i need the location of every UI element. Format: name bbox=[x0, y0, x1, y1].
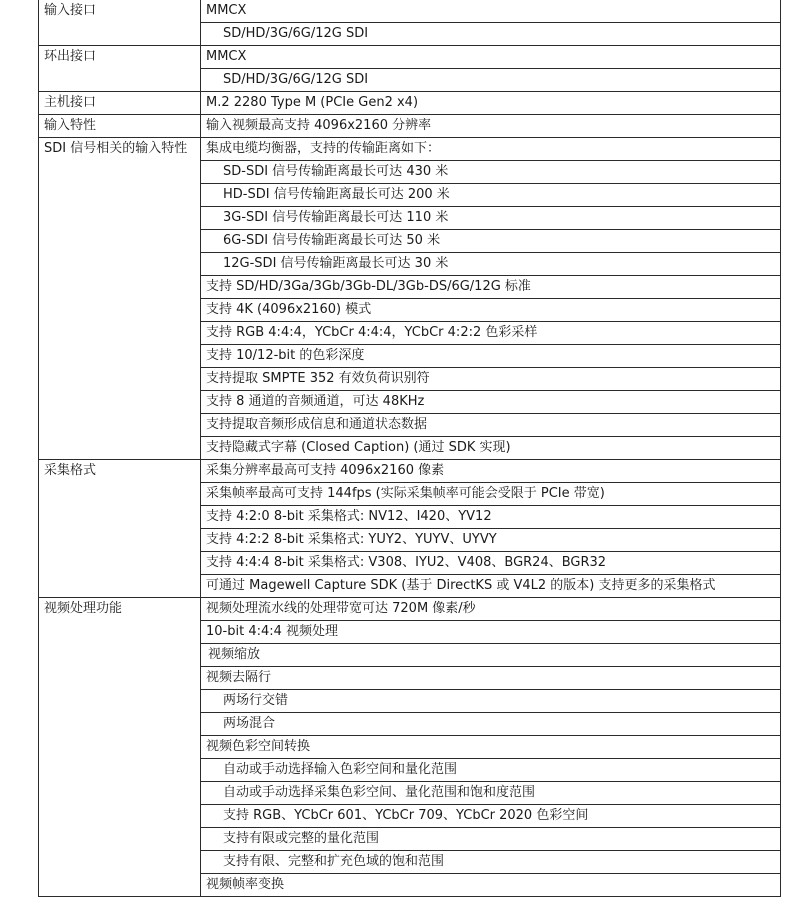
spec-value: 视频色彩空间转换 bbox=[201, 736, 781, 759]
spec-row bbox=[39, 460, 781, 483]
spec-value: 采集分辨率最高可支持 4096x2160 像素 bbox=[201, 460, 781, 483]
spec-value: 10-bit 4:4:4 视频处理 bbox=[201, 621, 781, 644]
spec-value: SD-SDI 信号传输距离最长可达 430 米 bbox=[201, 161, 781, 184]
spec-table-body bbox=[39, 0, 781, 897]
spec-value: 支持 8 通道的音频通道，可达 48KHz bbox=[201, 391, 781, 414]
spec-label: 主机接口 bbox=[39, 92, 201, 115]
spec-value: MMCX bbox=[201, 0, 781, 23]
spec-label: SDI 信号相关的输入特性 bbox=[39, 138, 201, 460]
spec-value: 支持 10/12-bit 的色彩深度 bbox=[201, 345, 781, 368]
spec-value: 支持 RGB 4:4:4，YCbCr 4:4:4，YCbCr 4:2:2 色彩采样 bbox=[201, 322, 781, 345]
spec-row bbox=[39, 92, 781, 115]
spec-value: 支持 4:4:4 8-bit 采集格式: V308、IYU2、V408、BGR24、BGR32 bbox=[201, 552, 781, 575]
spec-value: HD-SDI 信号传输距离最长可达 200 米 bbox=[201, 184, 781, 207]
spec-value: 支持提取音频形成信息和通道状态数据 bbox=[201, 414, 781, 437]
spec-row bbox=[39, 46, 781, 69]
spec-label: 视频处理功能 bbox=[39, 598, 201, 897]
spec-value: 自动或手动选择输入色彩空间和量化范围 bbox=[201, 759, 781, 782]
spec-value: 支持 RGB、YCbCr 601、YCbCr 709、YCbCr 2020 色彩空间 bbox=[201, 805, 781, 828]
spec-value: 6G-SDI 信号传输距离最长可达 50 米 bbox=[201, 230, 781, 253]
spec-label: 输入特性 bbox=[39, 115, 201, 138]
spec-value: M.2 2280 Type M (PCIe Gen2 x4) bbox=[201, 92, 781, 115]
spec-value: MMCX bbox=[201, 46, 781, 69]
spec-row bbox=[39, 0, 781, 23]
spec-table bbox=[38, 0, 781, 897]
spec-row bbox=[39, 598, 781, 621]
spec-label: 环出接口 bbox=[39, 46, 201, 92]
spec-value: SD/HD/3G/6G/12G SDI bbox=[201, 23, 781, 46]
spec-value: 支持有限或完整的量化范围 bbox=[201, 828, 781, 851]
spec-label: 输入接口 bbox=[39, 0, 201, 46]
spec-value: 视频处理流水线的处理带宽可达 720M 像素/秒 bbox=[201, 598, 781, 621]
spec-value: 支持 4:2:0 8-bit 采集格式: NV12、I420、YV12 bbox=[201, 506, 781, 529]
spec-value: 两场混合 bbox=[201, 713, 781, 736]
spec-value: 视频去隔行 bbox=[201, 667, 781, 690]
spec-value: 输入视频最高支持 4096x2160 分辨率 bbox=[201, 115, 781, 138]
spec-row bbox=[39, 138, 781, 161]
spec-value: 支持隐藏式字幕 (Closed Caption) (通过 SDK 实现) bbox=[201, 437, 781, 460]
spec-value: 视频缩放 bbox=[201, 644, 781, 667]
spec-value: 支持 4:2:2 8-bit 采集格式: YUY2、YUYV、UYVY bbox=[201, 529, 781, 552]
spec-value: 支持有限、完整和扩充色域的饱和范围 bbox=[201, 851, 781, 874]
spec-value: 可通过 Magewell Capture SDK (基于 DirectKS 或 V4L2 的版本) 支持更多的采集格式 bbox=[201, 575, 781, 598]
spec-value: 支持 SD/HD/3Ga/3Gb/3Gb-DL/3Gb-DS/6G/12G 标准 bbox=[201, 276, 781, 299]
spec-value: 自动或手动选择采集色彩空间、量化范围和饱和度范围 bbox=[201, 782, 781, 805]
spec-value: 集成电缆均衡器，支持的传输距离如下： bbox=[201, 138, 781, 161]
spec-label: 采集格式 bbox=[39, 460, 201, 598]
spec-value: 支持提取 SMPTE 352 有效负荷识别符 bbox=[201, 368, 781, 391]
spec-value: 两场行交错 bbox=[201, 690, 781, 713]
spec-value: 12G-SDI 信号传输距离最长可达 30 米 bbox=[201, 253, 781, 276]
spec-row bbox=[39, 115, 781, 138]
spec-value: 支持 4K (4096x2160) 模式 bbox=[201, 299, 781, 322]
spec-value: SD/HD/3G/6G/12G SDI bbox=[201, 69, 781, 92]
spec-value: 3G-SDI 信号传输距离最长可达 110 米 bbox=[201, 207, 781, 230]
spec-value: 视频帧率变换 bbox=[201, 874, 781, 897]
spec-value: 采集帧率最高可支持 144fps (实际采集帧率可能会受限于 PCIe 带宽) bbox=[201, 483, 781, 506]
